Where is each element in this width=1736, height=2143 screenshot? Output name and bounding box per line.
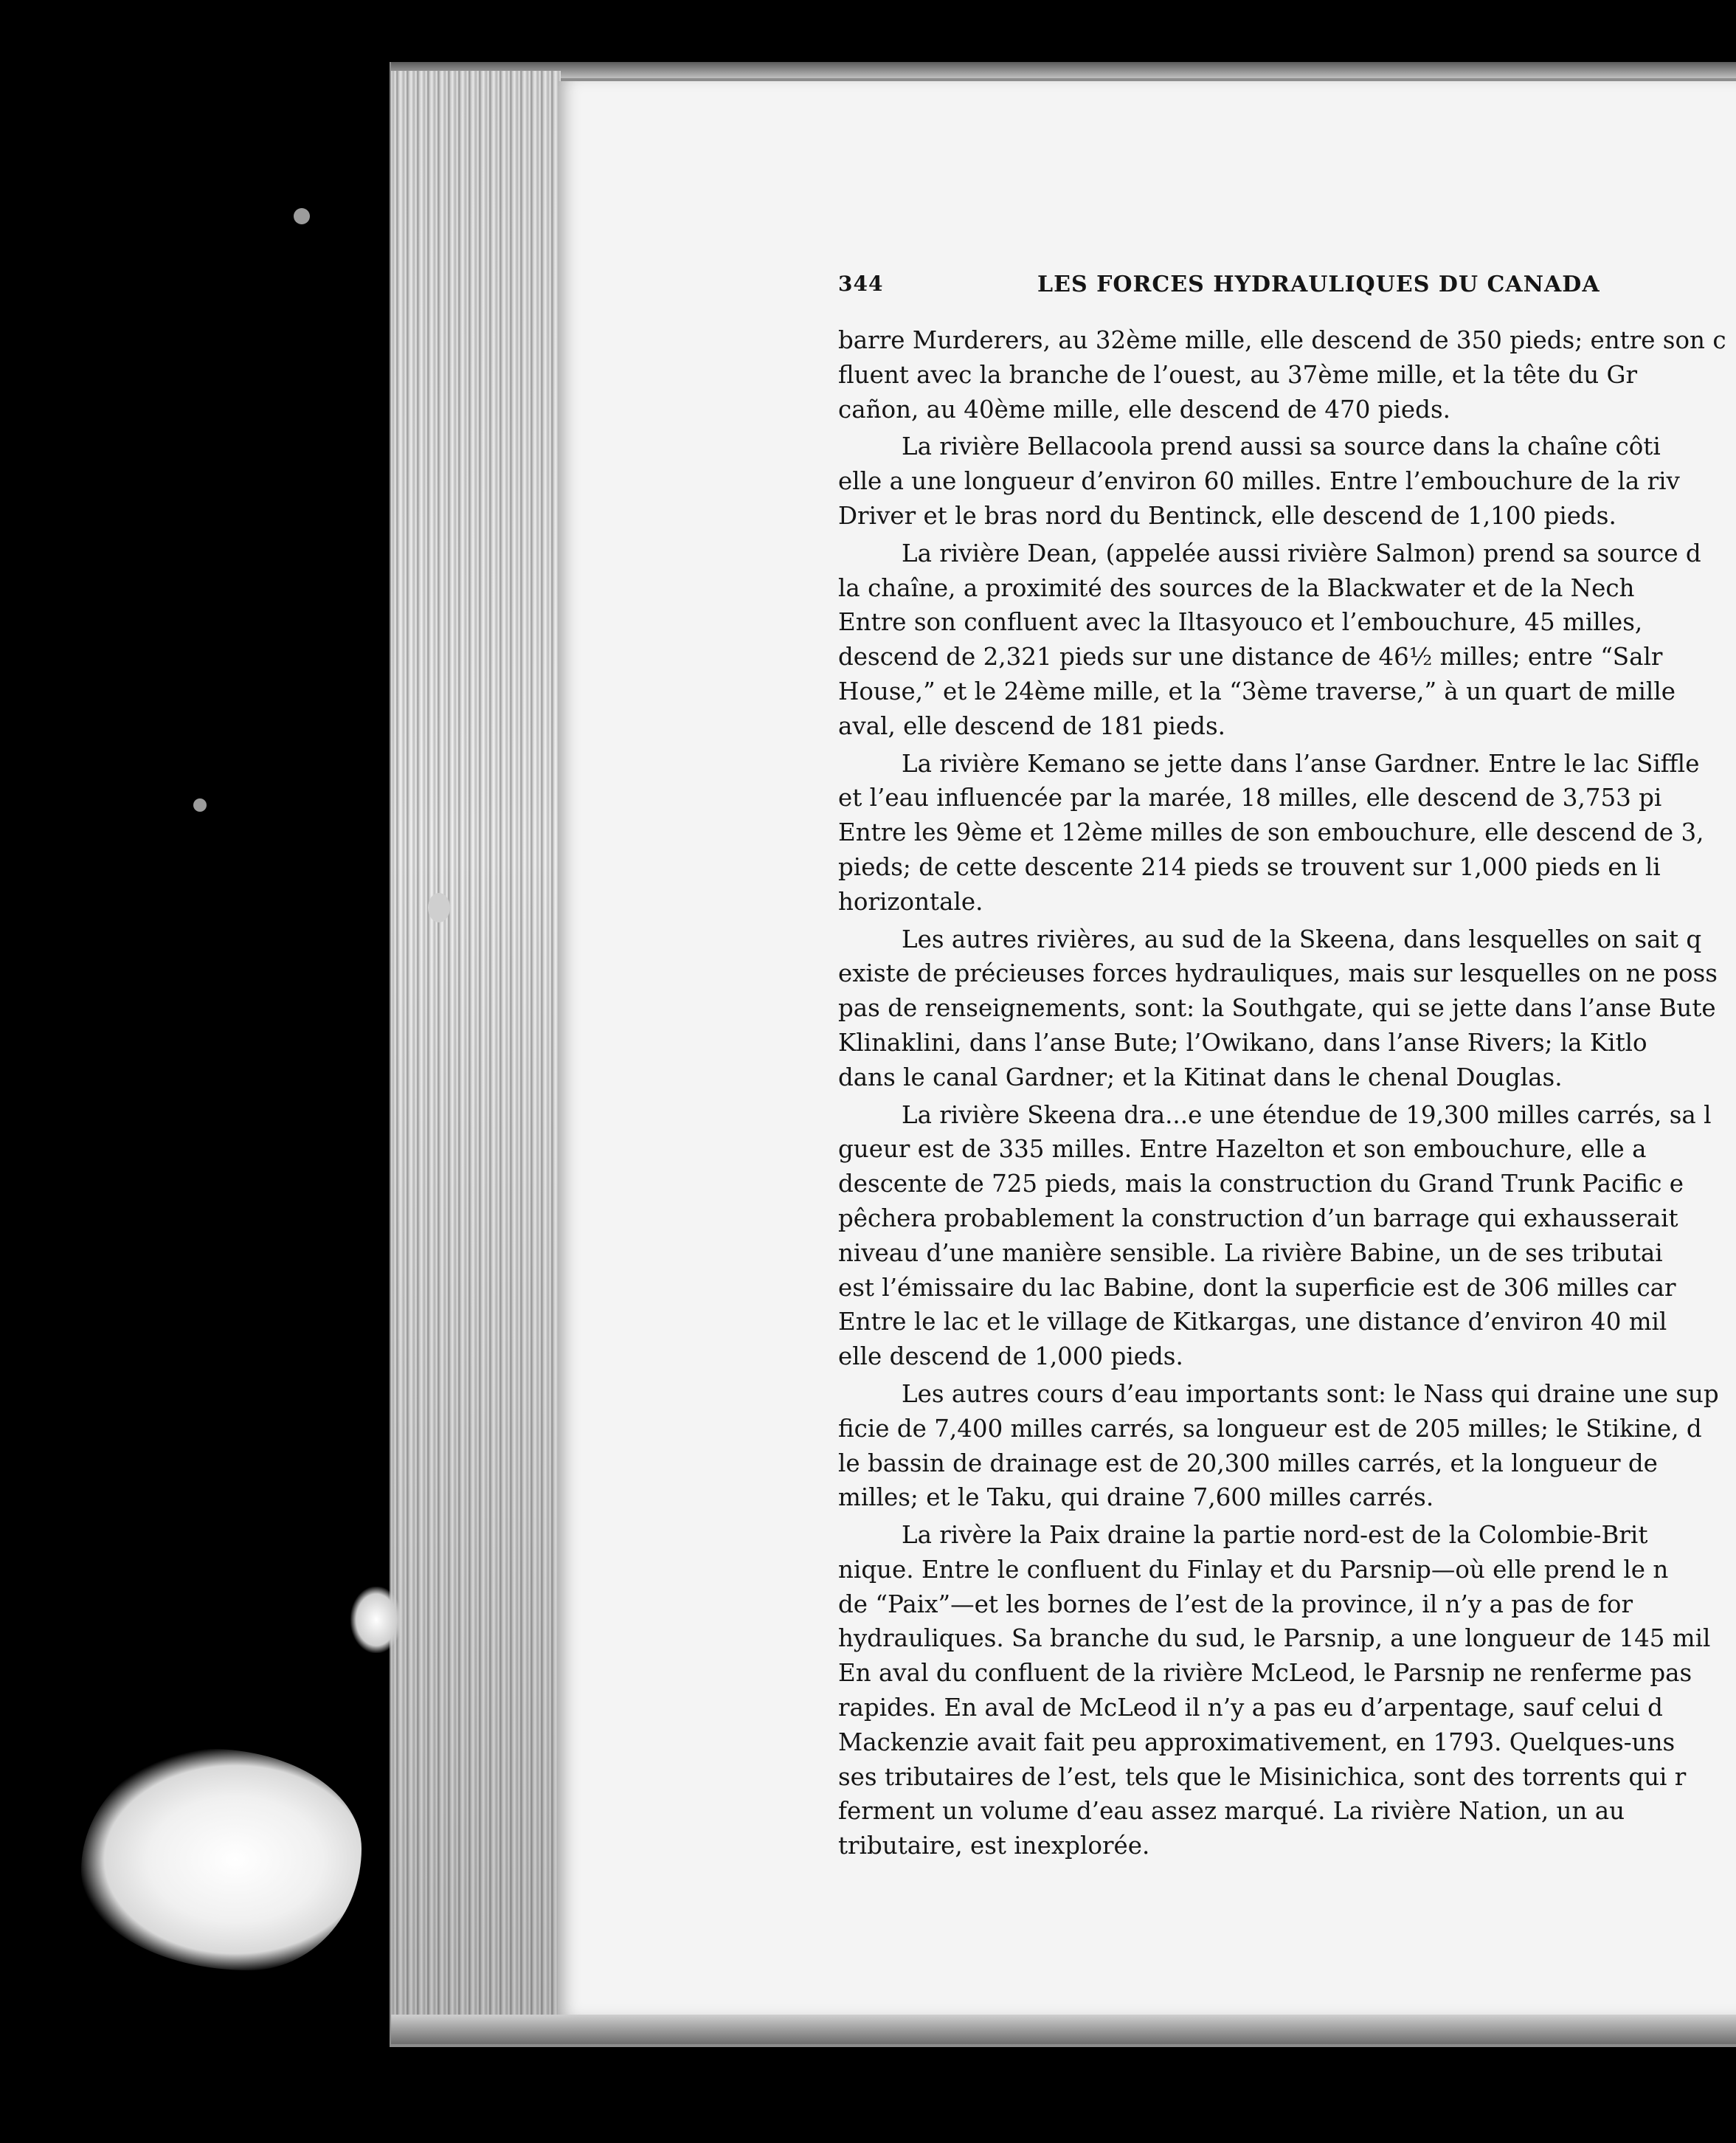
text-line: milles; et le Taku, qui draine 7,600 milles carrés.	[838, 1483, 1434, 1512]
paragraph	[838, 1518, 1736, 1863]
text-line: rapides. En aval de McLeod il n’y a pas eu d’arpentage, sauf celui d	[838, 1694, 1663, 1722]
text-line: horizontale.	[838, 887, 983, 916]
text-line: nique. Entre le confluent du Finlay et du Parsnip—où elle prend le n	[838, 1555, 1669, 1584]
text-line: Entre le lac et le village de Kitkargas, une distance d’environ 40 mil	[838, 1308, 1667, 1336]
text-line: fluent avec la branche de l’ouest, au 37ème mille, et la tête du Gr	[838, 360, 1638, 389]
text-line: et l’eau influencée par la marée, 18 milles, elle descend de 3,753 pi	[838, 784, 1662, 812]
book-top-edge	[391, 62, 1736, 78]
dust-speck	[294, 208, 310, 224]
text-line: Entre son confluent avec la Iltasyouco et l’embouchure, 45 milles,	[838, 608, 1643, 637]
page-number: 344	[838, 272, 884, 296]
text-line: En aval du confluent de la rivière McLeod, le Parsnip ne renferme pas	[838, 1659, 1692, 1688]
text-line: elle descend de 1,000 pieds.	[838, 1342, 1183, 1371]
text-line: existe de précieuses forces hydrauliques, mais sur lesquelles on ne poss	[838, 959, 1718, 988]
text-line: le bassin de drainage est de 20,300 milles carrés, et la longueur de	[838, 1449, 1658, 1477]
page-stack-shadow	[391, 71, 561, 2026]
text-line: barre Murderers, au 32ème mille, elle descend de 350 pieds; entre son c	[838, 326, 1726, 354]
text-line: cañon, au 40ème mille, elle descend de 470 pieds.	[838, 395, 1450, 424]
running-title: LES FORCES HYDRAULIQUES DU CANADA	[1037, 272, 1600, 297]
text-line: pieds; de cette descente 214 pieds se trouvent sur 1,000 pieds en li	[838, 852, 1661, 881]
text-line: pêchera probablement la construction d’un barrage qui exhausserait	[838, 1204, 1678, 1232]
text-line: La rivière Skeena dra...e une étendue de 19,300 milles carrés, sa l	[902, 1100, 1712, 1129]
text-line: descente de 725 pieds, mais la construction du Grand Trunk Pacific e	[838, 1170, 1684, 1198]
text-line: descend de 2,321 pieds sur une distance de 46½ milles; entre “Salr	[838, 643, 1663, 672]
text-line: La rivière Dean, (appelée aussi rivière Salmon) prend sa source d	[902, 539, 1701, 567]
text-line: Les autres cours d’eau importants sont: le Nass qui draine une sup	[902, 1379, 1719, 1408]
text-line: pas de renseignements, sont: la Southgate, qui se jette dans l’anse Bute	[838, 994, 1716, 1023]
page-body-text	[838, 323, 1736, 1863]
paragraph	[838, 922, 1736, 1095]
text-line: La rivière Bellacoola prend aussi sa source dans la chaîne côti	[902, 432, 1661, 461]
text-line: La rivière Kemano se jette dans l’anse Gardner. Entre le lac Siffle	[902, 749, 1700, 778]
text-line: niveau d’une manière sensible. La rivière Babine, un de ses tributai	[838, 1238, 1663, 1267]
text-line: tributaire, est inexplorée.	[838, 1832, 1150, 1860]
text-line: ficie de 7,400 milles carrés, sa longueur est de 205 milles; le Stikine, d	[838, 1414, 1702, 1443]
text-line: House,” et le 24ème mille, et la “3ème traverse,” à un quart de mille	[838, 677, 1676, 705]
text-line: elle a une longueur d’environ 60 milles. Entre l’embouchure de la riv	[838, 467, 1680, 496]
text-line: Mackenzie avait fait peu approximativement, en 1793. Quelques-uns	[838, 1728, 1676, 1756]
text-line: Driver et le bras nord du Bentinck, elle descend de 1,100 pieds.	[838, 501, 1616, 530]
text-line: Entre les 9ème et 12ème milles de son embouchure, elle descend de 3,	[838, 818, 1704, 847]
paragraph	[838, 747, 1736, 919]
running-head	[838, 272, 1736, 308]
text-line: Les autres rivières, au sud de la Skeena, dans lesquelles on sait q	[902, 925, 1702, 953]
text-line: ferment un volume d’eau assez marqué. La rivière Nation, un au	[838, 1797, 1625, 1826]
paragraph	[838, 429, 1736, 533]
text-line: est l’émissaire du lac Babine, dont la superficie est de 306 milles car	[838, 1273, 1676, 1302]
text-line: ses tributaires de l’est, tels que le Misinichica, sont des torrents qui r	[838, 1762, 1687, 1791]
text-line: dans le canal Gardner; et la Kitinat dans le chenal Douglas.	[838, 1063, 1563, 1091]
worn-spot	[81, 1749, 362, 1970]
paragraph	[838, 323, 1736, 427]
text-line: de “Paix”—et les bornes de l’est de la province, il n’y a pas de for	[838, 1590, 1633, 1618]
paragraph	[838, 1098, 1736, 1374]
paragraph	[838, 536, 1736, 744]
book-bottom-edge	[391, 2015, 1736, 2044]
worn-spot-small	[350, 1587, 402, 1653]
text-line: aval, elle descend de 181 pieds.	[838, 711, 1225, 740]
dust-speck	[428, 893, 450, 922]
paragraph	[838, 1377, 1736, 1515]
text-line: hydrauliques. Sa branche du sud, le Parsnip, a une longueur de 145 mil	[838, 1624, 1711, 1653]
text-line: gueur est de 335 milles. Entre Hazelton et son embouchure, elle a	[838, 1135, 1647, 1164]
text-line: la chaîne, a proximité des sources de la Blackwater et de la Nech	[838, 573, 1635, 602]
text-line: Klinaklini, dans l’anse Bute; l’Owikano, dans l’anse Rivers; la Kitlo	[838, 1028, 1647, 1057]
text-line: La rivère la Paix draine la partie nord-est de la Colombie-Brit	[902, 1521, 1648, 1550]
dust-speck	[193, 798, 207, 812]
